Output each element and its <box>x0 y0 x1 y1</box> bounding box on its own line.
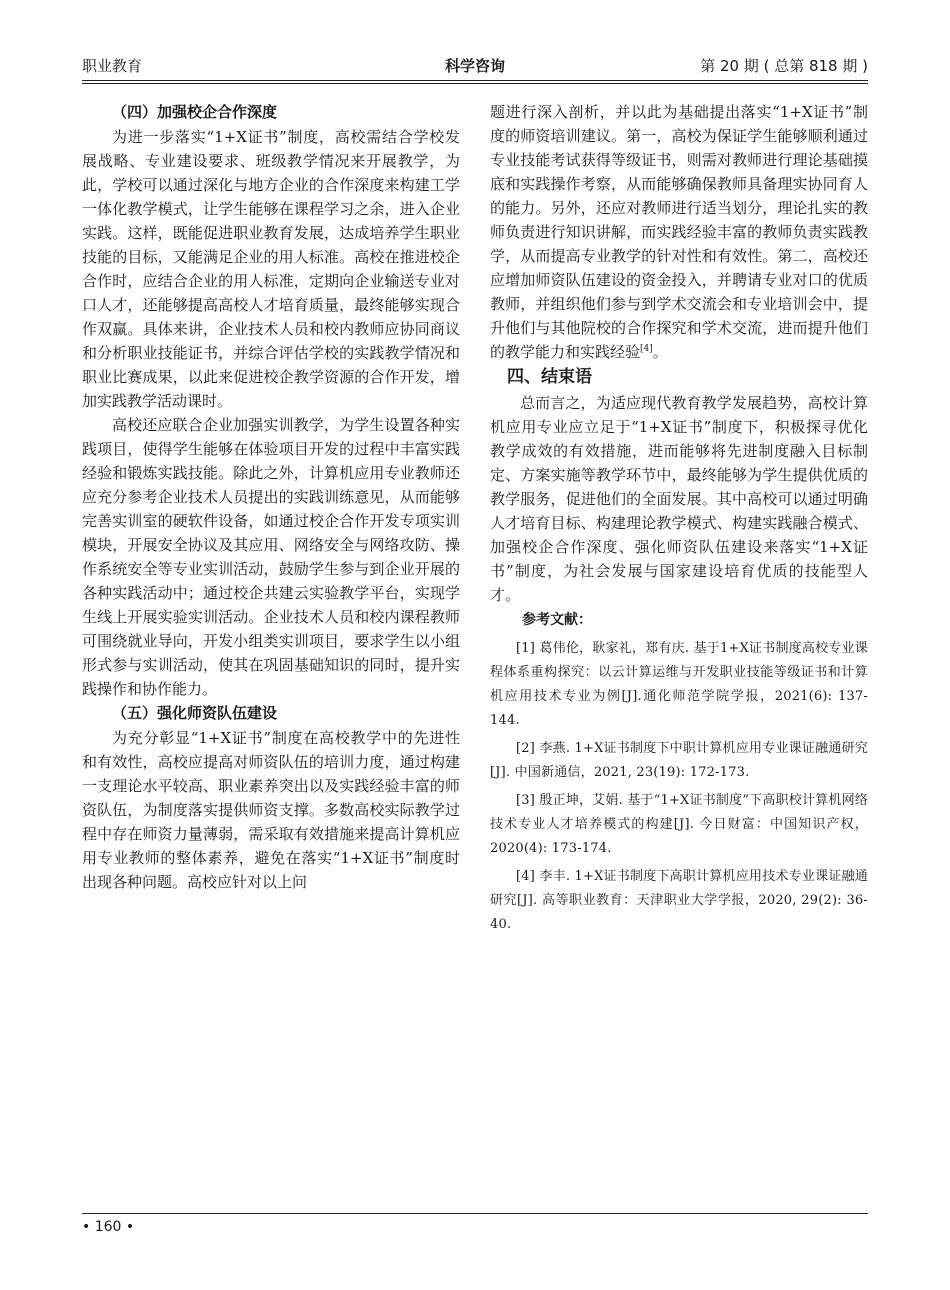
paragraph-conclusion: 总而言之，为适应现代教育教学发展趋势，高校计算机应用专业应立足于“1+X证书”制度下，积极探寻优化教学成效的有效措施，进而能够将先进制度融入目标制定、方案实施等教学环节中，最终能够为学生提供优质的教学服务，促进他们的全面发展。其中高校可以通过明确人才培育目标、构建理论教学模式、构建实践融合模式、加强校企合作深度、强化师资队伍建设来落实“1+X证书”制度，为社会发展与国家建设培育优质的技能型人才。 <box>490 394 868 604</box>
right-column <box>490 100 868 937</box>
subheading-school-enterprise: （四）加强校企合作深度 <box>112 103 278 121</box>
paragraph-text: 题进行深入剖析，并以此为基础提出落实“1+X证书”制度的师资培训建议。第一，高校为保证学生能够顺利通过专业技能考试获得等级证书，则需对教师进行理论基础摸底和实践操作考察，从而能够确保教师具备理实协同育人的能力。另外，还应对教师进行适当划分，理论扎实的教师负责进行知识讲解，而实践经验丰富的教师负责实践教学，从而提高专业教学的针对性和有效性。第二，高校还应增加师资队伍建设的资金投入，并聘请专业对口的优质教师，并组织他们参与到学术交流会和专业培训会中，提升他们与其他院校的合作探究和学术交流，进而提升他们的教学能力和实践经验 <box>490 103 868 361</box>
reference-item: [2] 李燕. 1+X证书制度下中职计算机应用专业课证融通研究[J]. 中国新通信，2021, 23(19): 172-173. <box>490 741 868 780</box>
paragraph: 高校还应联合企业加强实训教学，为学生设置各种实践项目，使得学生能够在体验项目开发的过程中丰富实践经验和锻炼实践技能。除此之外，计算机应用专业教师还应充分参考企业技术人员提出的实践训练意见，从而能够完善实训室的硬软件设备，如通过校企合作开发专项实训模块，开展安全协议及其应用、网络安全与网络攻防、操作系统安全等专业实训活动，鼓励学生参与到企业开展的各种实践活动中；通过校企共建云实验教学平台，实现学生线上开展实验实训活动。企业技术人员和校内课程教师可围绕就业导向，开发小组类实训项目，要求学生以小组形式参与实训活动，使其在巩固基础知识的同时，提升实践操作和协作能力。 <box>82 416 460 698</box>
header-journal-name: 科学咨询 <box>444 57 505 75</box>
left-column <box>82 100 460 894</box>
citation-marker: [4] <box>640 344 653 354</box>
page-number: • 160 • <box>82 1219 135 1235</box>
paragraph: 为进一步落实“1+X证书”制度，高校需结合学校发展战略、专业建设要求、班级教学情况来开展教学，为此，学校可以通过深化与地方企业的合作深度来构建工学一体化教学模式，让学生能够在课程学习之余，进入企业实践。这样，既能促进职业教育发展，达成培养学生职业技能的目标，又能满足企业的用人标准。高校在推进校企合作时，应结合企业的用人标准，定期向企业输送专业对口人才，还能够提高高校人才培育质量，最终能够实现合作双赢。具体来讲，企业技术人员和校内教师应协同商议和分析职业技能证书，并综合评估学校的实践教学情况和职业比赛成果，以此来促进校企教学资源的合作开发，增加实践教学活动课时。 <box>82 128 460 410</box>
paragraph: 为充分彰显“1+X证书”制度在高校教学中的先进性和有效性，高校应提高对师资队伍的培训力度，通过构建一支理论水平较高、职业素养突出以及实践经验丰富的师资队伍，为制度落实提供师资支撑。多数高校实际教学过程中存在师资力量薄弱，需采取有效措施来提高计算机应用专业教师的整体素养，避免在落实“1+X证书”制度时出现各种问题。高校应针对以上问 <box>82 729 460 891</box>
footer-divider <box>82 1213 868 1214</box>
references-heading: 参考文献： <box>522 612 592 628</box>
section-heading-conclusion: 四、结束语 <box>507 367 592 387</box>
paragraph-continued <box>490 100 868 364</box>
paragraph-end: 。 <box>652 343 668 361</box>
reference-item: [4] 李丰. 1+X证书制度下高职计算机应用技术专业课证融通研究[J]. 高等职业教育：天津职业大学学报，2020, 29(2): 36-40. <box>490 869 868 932</box>
reference-item: [3] 殷正坤，艾娟. 基于“1+X证书制度”下高职校计算机网络技术专业人才培养模式的构建[J]. 今日财富：中国知识产权，2020(4): 173-174. <box>490 793 868 856</box>
subheading-faculty: （五）强化师资队伍建设 <box>112 704 278 722</box>
running-header <box>82 52 868 78</box>
header-issue-number: 第 20 期 ( 总第 818 期 ) <box>700 57 868 75</box>
header-divider <box>82 80 868 84</box>
header-section-label: 职业教育 <box>82 57 143 75</box>
reference-item: [1] 葛伟伦，耿家礼，郑有庆. 基于1+X证书制度高校专业课程体系重构探究：以云计算运维与开发职业技能等级证书和计算机应用技术专业为例[J].通化师范学院学报，2021(6): 137-144. <box>490 641 868 728</box>
